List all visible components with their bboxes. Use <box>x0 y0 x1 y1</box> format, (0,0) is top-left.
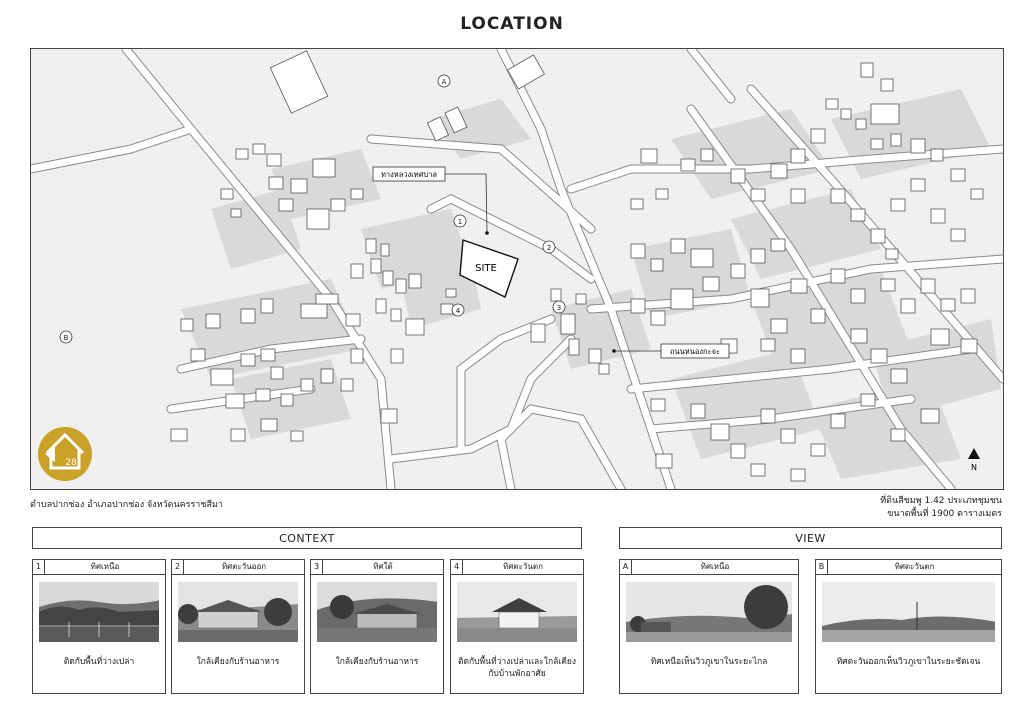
logo-number: 28 <box>65 458 77 468</box>
photo-west-house <box>457 582 577 642</box>
card-title: ทิศเหนือ <box>90 562 120 571</box>
map-drawing <box>31 49 1003 489</box>
callout-road-top: ทางหลวงเทศบาล <box>380 170 438 179</box>
location-map <box>30 48 1004 490</box>
card-number: 1 <box>33 560 45 574</box>
card-title: ทิศตะวันออก <box>221 562 267 571</box>
page-title: LOCATION <box>460 14 564 34</box>
context-card-2 <box>171 559 305 694</box>
point-label-2: 2 <box>546 244 552 252</box>
photo-view-west <box>822 582 995 642</box>
context-card-3 <box>310 559 444 694</box>
card-number: A <box>620 560 632 574</box>
photo-east-restaurant <box>178 582 298 642</box>
point-label-3: 3 <box>556 304 562 312</box>
callout-dot-top <box>485 231 489 235</box>
point-label-1: 1 <box>457 218 463 226</box>
callout-dot-right <box>612 349 616 353</box>
view-card-b <box>815 559 1002 694</box>
card-title: ทิศเหนือ <box>700 562 730 571</box>
land-zoning: ที่ดินสีชมพู 1.42 ประเภทชุมชน <box>880 496 1002 506</box>
photo-south-restaurant <box>317 582 437 642</box>
context-card-1 <box>32 559 166 694</box>
point-label-4: 4 <box>455 307 461 315</box>
context-heading: CONTEXT <box>32 527 582 549</box>
callout-road-right: ถนนหนองกะจะ <box>669 347 721 356</box>
location-caption: ตำบลปากช่อง อำเภอปากช่อง จังหวัดนครราชสีมา <box>30 500 223 510</box>
land-info <box>880 495 1002 521</box>
photo-north-empty-land <box>39 582 159 642</box>
site-label: SITE <box>475 263 497 274</box>
north-label: N <box>971 463 977 472</box>
point-label-b: B <box>63 334 69 342</box>
card-title: ทิศใต้ <box>373 562 393 571</box>
card-number: 2 <box>172 560 184 574</box>
card-number: 4 <box>451 560 463 574</box>
card-description: ใกล้เคียงกับร้านอาหาร <box>196 657 280 667</box>
card-description: ทิศเหนือเห็นวิวภูเขาในระยะไกล <box>650 657 768 667</box>
view-heading: VIEW <box>619 527 1002 549</box>
photo-view-north <box>626 582 792 642</box>
point-label-a: A <box>441 78 447 86</box>
land-area: ขนาดพื้นที่ 1900 ตารางเมตร <box>887 509 1002 519</box>
view-card-a <box>619 559 799 694</box>
card-description: ติดกับพื้นที่ว่างเปล่า <box>63 657 135 667</box>
card-description: ติดกับพื้นที่ว่างเปล่าและใกล้เคียงกับบ้านพักอาศัย <box>457 657 577 679</box>
card-title: ทิศตะวันตก <box>894 562 935 571</box>
card-number: B <box>816 560 828 574</box>
card-number: 3 <box>311 560 323 574</box>
context-card-4 <box>450 559 584 694</box>
card-title: ทิศตะวันตก <box>503 562 543 571</box>
card-description: ทิศตะวันออกเห็นวิวภูเขาในระยะชัดเจน <box>836 657 981 667</box>
card-description: ใกล้เคียงกับร้านอาหาร <box>335 657 419 667</box>
